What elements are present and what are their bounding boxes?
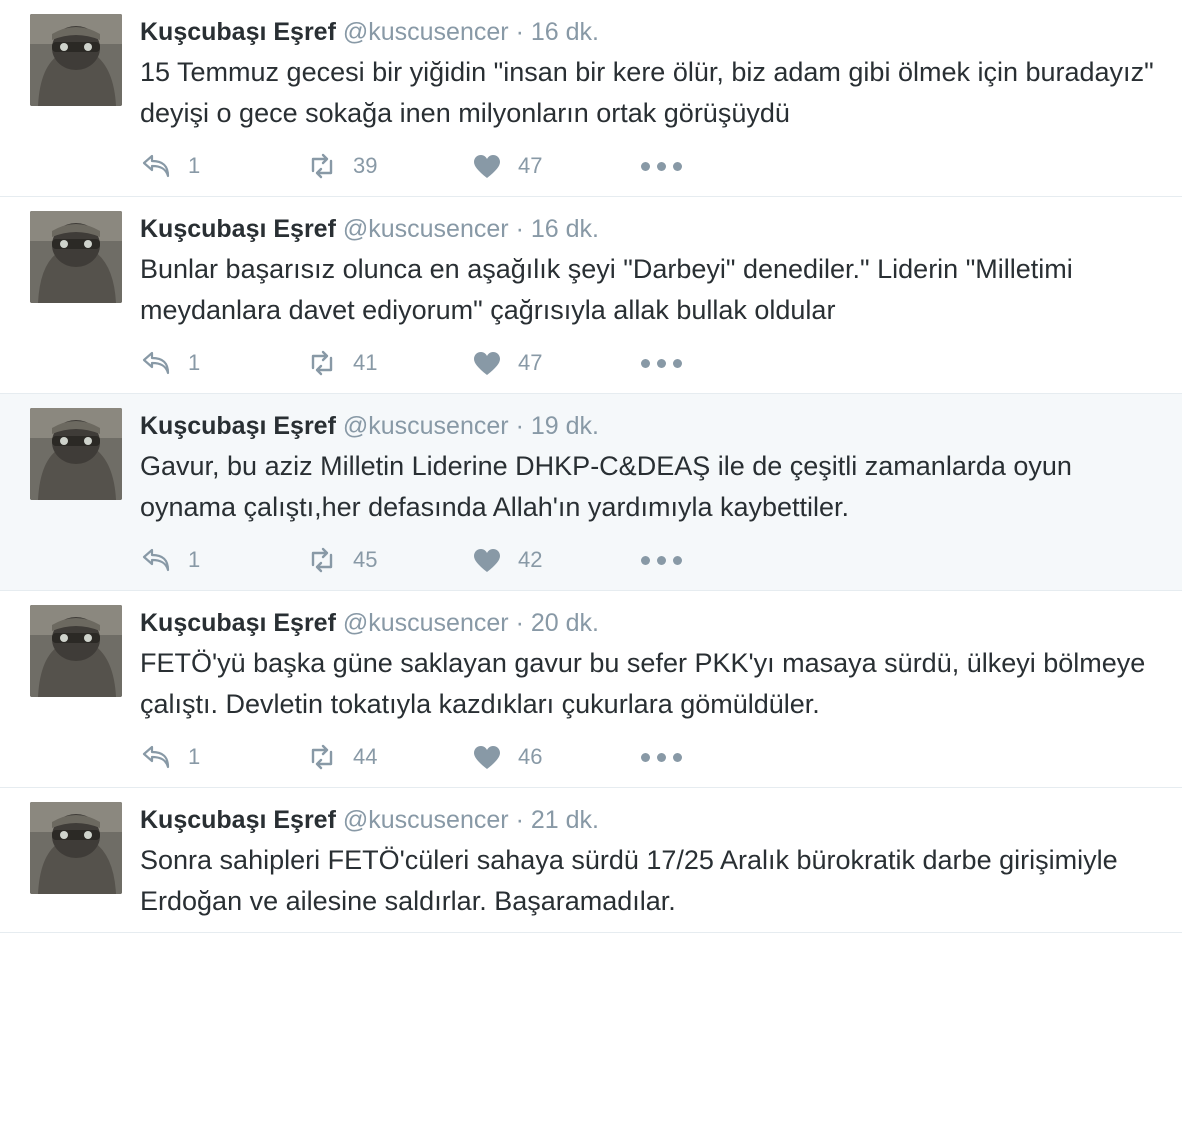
display-name[interactable]: Kuşcubaşı Eşref: [140, 215, 336, 243]
avatar[interactable]: [30, 14, 122, 106]
avatar[interactable]: [30, 408, 122, 500]
user-handle[interactable]: @kuscusencer: [342, 609, 509, 637]
like-count: 46: [518, 744, 543, 769]
tweet-header: [140, 16, 1162, 48]
timestamp[interactable]: 19 dk.: [530, 412, 599, 440]
tweet-body: [140, 14, 1162, 186]
retweet-count: 39: [353, 153, 378, 178]
tweet-actions: [140, 146, 1162, 186]
more-button[interactable]: [635, 753, 682, 762]
heart-icon: [470, 742, 504, 772]
reply-button[interactable]: [140, 151, 305, 181]
like-button[interactable]: [470, 545, 635, 575]
reply-count: 1: [188, 153, 201, 178]
like-count: 47: [518, 153, 543, 178]
tweet-item[interactable]: [0, 394, 1182, 591]
tweet-body: [140, 211, 1162, 383]
like-button[interactable]: [470, 151, 635, 181]
display-name[interactable]: Kuşcubaşı Eşref: [140, 609, 336, 637]
reply-count: 1: [188, 744, 201, 769]
timestamp[interactable]: 20 dk.: [530, 609, 599, 637]
reply-icon: [140, 742, 174, 772]
timestamp[interactable]: 16 dk.: [530, 18, 599, 46]
tweet-body: [140, 408, 1162, 580]
like-count: 47: [518, 350, 543, 375]
heart-icon: [470, 151, 504, 181]
tweet-actions: [140, 737, 1162, 777]
user-handle[interactable]: @kuscusencer: [342, 215, 509, 243]
like-button[interactable]: [470, 348, 635, 378]
tweet-text: 15 Temmuz gecesi bir yiğidin "insan bir kere ölür, biz adam gibi ölmek için buradayız" deyişi o gece sokağa inen milyonların ortak görüşüydü: [140, 57, 1154, 128]
separator-dot: ·: [515, 806, 524, 834]
more-dots-icon: [635, 556, 682, 565]
user-handle[interactable]: @kuscusencer: [342, 412, 509, 440]
more-dots-icon: [635, 162, 682, 171]
display-name[interactable]: Kuşcubaşı Eşref: [140, 806, 336, 834]
separator-dot: ·: [515, 609, 524, 637]
reply-icon: [140, 151, 174, 181]
tweet-text: FETÖ'yü başka güne saklayan gavur bu sefer PKK'yı masaya sürdü, ülkeyi bölmeye çalıştı. Devletin tokatıyla kazdıkları çukurlara gömüldüler.: [140, 648, 1146, 719]
tweet-body: [140, 605, 1162, 777]
reply-button[interactable]: [140, 545, 305, 575]
retweet-count: 45: [353, 547, 378, 572]
timestamp[interactable]: 16 dk.: [530, 215, 599, 243]
tweet-item[interactable]: [0, 788, 1182, 933]
retweet-icon: [305, 742, 339, 772]
reply-count: 1: [188, 547, 201, 572]
tweet-actions: [140, 540, 1162, 580]
retweet-count: 41: [353, 350, 378, 375]
separator-dot: ·: [515, 412, 524, 440]
reply-count: 1: [188, 350, 201, 375]
more-button[interactable]: [635, 359, 682, 368]
more-button[interactable]: [635, 162, 682, 171]
heart-icon: [470, 545, 504, 575]
tweet-body: [140, 802, 1162, 922]
retweet-icon: [305, 151, 339, 181]
separator-dot: ·: [515, 215, 524, 243]
tweet-header: [140, 804, 1162, 836]
reply-button[interactable]: [140, 742, 305, 772]
tweet-header: [140, 607, 1162, 639]
tweet-item[interactable]: [0, 591, 1182, 788]
tweet-actions: [140, 343, 1162, 383]
avatar[interactable]: [30, 605, 122, 697]
display-name[interactable]: Kuşcubaşı Eşref: [140, 412, 336, 440]
tweet-item[interactable]: [0, 0, 1182, 197]
heart-icon: [470, 348, 504, 378]
user-handle[interactable]: @kuscusencer: [342, 806, 509, 834]
tweet-header: [140, 213, 1162, 245]
like-count: 42: [518, 547, 543, 572]
retweet-button[interactable]: [305, 151, 470, 181]
like-button[interactable]: [470, 742, 635, 772]
reply-button[interactable]: [140, 348, 305, 378]
retweet-count: 44: [353, 744, 378, 769]
avatar[interactable]: [30, 802, 122, 894]
tweet-item[interactable]: [0, 197, 1182, 394]
separator-dot: ·: [515, 18, 524, 46]
tweet-header: [140, 410, 1162, 442]
retweet-icon: [305, 348, 339, 378]
tweet-text: Gavur, bu aziz Milletin Liderine DHKP-C&DEAŞ ile de çeşitli zamanlarda oyun oynama çalıştı,her defasında Allah'ın yardımıyla kaybettiler.: [140, 451, 1072, 522]
tweet-text: Sonra sahipleri FETÖ'cüleri sahaya sürdü 17/25 Aralık bürokratik darbe girişimiyle Erdoğan ve ailesine saldırlar. Başaramadılar.: [140, 845, 1118, 916]
tweet-text: Bunlar başarısız olunca en aşağılık şeyi "Darbeyi" denediler." Liderin "Milletimi meydanlara davet ediyorum" çağrısıyla allak bullak oldular: [140, 254, 1073, 325]
more-dots-icon: [635, 753, 682, 762]
retweet-icon: [305, 545, 339, 575]
retweet-button[interactable]: [305, 742, 470, 772]
user-handle[interactable]: @kuscusencer: [342, 18, 509, 46]
timestamp[interactable]: 21 dk.: [530, 806, 599, 834]
reply-icon: [140, 348, 174, 378]
reply-icon: [140, 545, 174, 575]
retweet-button[interactable]: [305, 348, 470, 378]
more-dots-icon: [635, 359, 682, 368]
retweet-button[interactable]: [305, 545, 470, 575]
avatar[interactable]: [30, 211, 122, 303]
more-button[interactable]: [635, 556, 682, 565]
display-name[interactable]: Kuşcubaşı Eşref: [140, 18, 336, 46]
